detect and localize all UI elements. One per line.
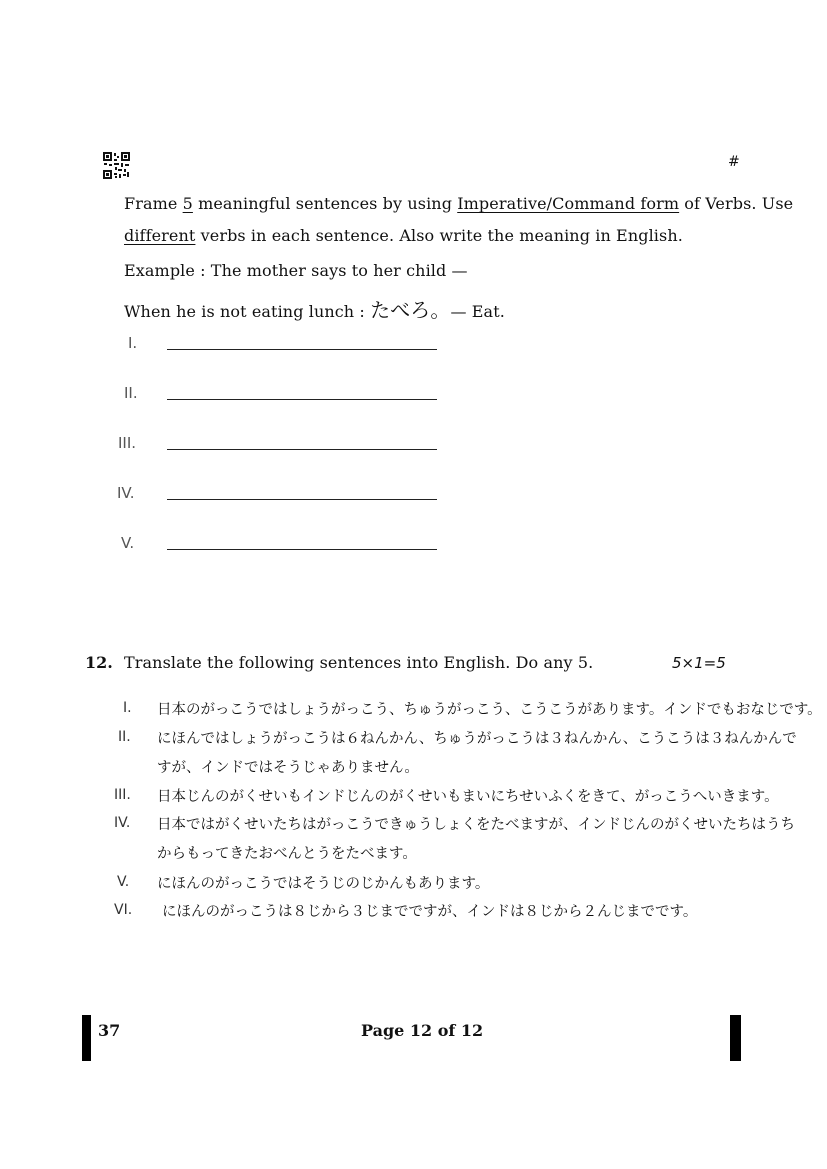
q12-instruction: Translate the following sentences into English. Do any 5. (124, 653, 594, 672)
q11-instruction-line-1: Frame 5 meaningful sentences by using Imperative/Command form of Verbs. Use (124, 194, 794, 213)
q12-japanese-sentence: にほんのがっこうではそうじのじかんもあります。 (157, 876, 490, 892)
q11-blank-label: I. (128, 334, 138, 352)
qr-code-icon (103, 152, 130, 179)
q12-japanese-sentence: にほんのがっこうは８じから３じまでですが、インドは８じから２んじまでです。 (162, 904, 698, 920)
q12-item-number: IV. (114, 815, 131, 831)
q11-blank-label: II. (124, 384, 138, 402)
q11-count: 5 (182, 194, 193, 213)
q12-marks: 5×1=5 (672, 654, 726, 672)
q11-answer-line[interactable] (167, 399, 437, 400)
q12-item-number: I. (123, 700, 132, 716)
paper-code: 37 (98, 1021, 121, 1040)
q11-different: different (124, 226, 196, 245)
q11-blank-label: V. (121, 534, 135, 552)
q12-item-number: VI. (114, 902, 133, 918)
page-number: Page 12 of 12 (361, 1021, 484, 1040)
q12-number: 12. (85, 653, 113, 672)
q12-japanese-sentence: すが、インドではそうじゃありません。 (157, 760, 419, 776)
q11-japanese-example: たべろ。 (370, 298, 451, 322)
q11-answer-line[interactable] (167, 549, 437, 550)
q12-japanese-sentence: からもってきたおべんとうをたべます。 (157, 846, 417, 862)
q11-blank-label: III. (118, 434, 137, 452)
q11-answer-line[interactable] (167, 499, 437, 500)
q12-japanese-sentence: にほんではしょうがっこうは６ねんかん、ちゅうがっこうは３ねんかん、こうこうは３ねんかんで (157, 731, 797, 747)
q12-japanese-sentence: 日本ではがくせいたちはがっこうできゅうしょくをたべますが、インドじんのがくせいたちはうち (157, 817, 795, 833)
q12-item-number: V. (117, 874, 130, 890)
q11-imperative: Imperative/Command form (457, 194, 680, 213)
q11-instruction-line-2: different verbs in each sentence. Also write the meaning in English. (124, 226, 683, 245)
q11-blank-label: IV. (117, 484, 135, 502)
q12-japanese-sentence: 日本じんのがくせいもインドじんのがくせいもまいにちせいふくをきて、がっこうへいきます。 (157, 789, 779, 805)
left-margin-bar (82, 1015, 91, 1061)
right-margin-bar (730, 1015, 741, 1061)
q12-item-number: III. (114, 787, 131, 803)
hash-mark: # (728, 154, 740, 170)
q11-answer-line[interactable] (167, 449, 437, 450)
q11-example: Example : The mother says to her child — (124, 261, 468, 280)
q12-item-number: II. (118, 729, 131, 745)
q11-answer-line[interactable] (167, 349, 437, 350)
q11-example-sentence: When he is not eating lunch : たべろ。— Eat. (124, 298, 505, 322)
q12-japanese-sentence: 日本のがっこうではしょうがっこう、ちゅうがっこう、こうこうがあります。インドでもおなじです。 (157, 702, 822, 718)
